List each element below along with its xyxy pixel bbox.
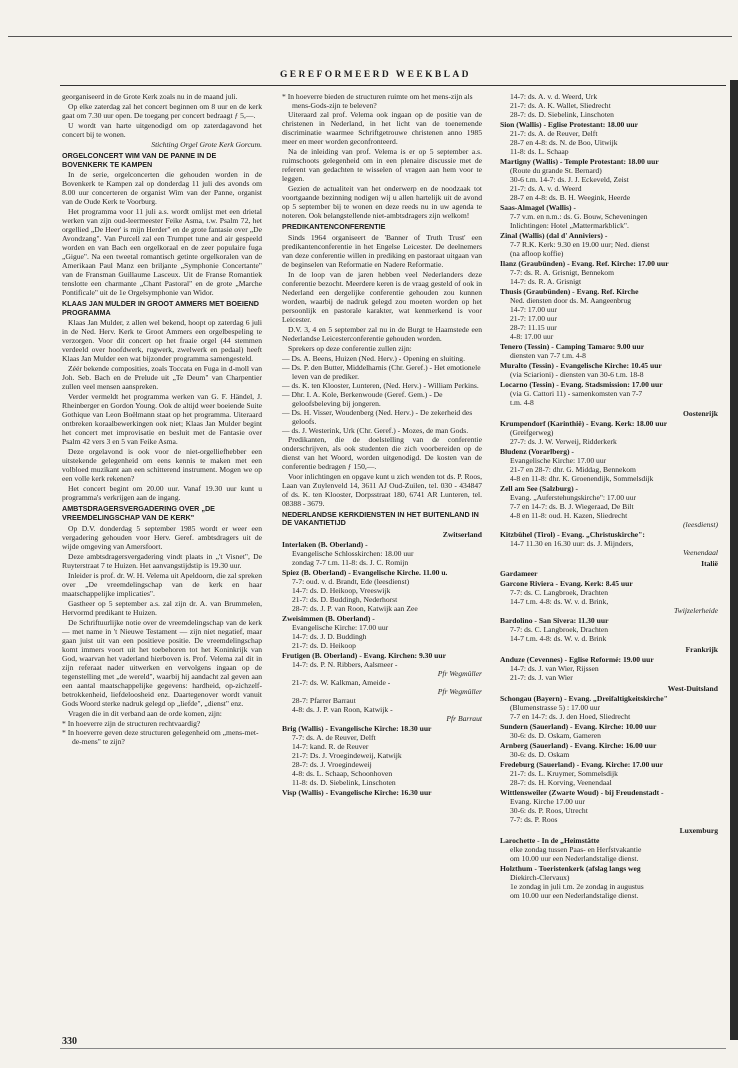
service-line: 14-7: ds. P. N. Ribbers, Aalsmeer - [292,659,398,669]
service-line: 28-7 en 4-8: ds. B. H. Weegink, Heerde [510,193,631,202]
place-entry: Muralto (Tessin) - Evangelische Kirche: 10.45 uur [500,361,662,370]
paragraph: Verder vermeldt het programma werken van G. F. Händel, J. Rheinberger en Gordon Young. Ook de altijd weer boeiende Suite Gothique van Leon Boëlmann staat op het programma. Uiteraard ontbreken koraalbewerkingen ook niet; Klaas Jan Mulder begint het concert met improvisatie en besluit met de Fantasie over Psalm 42 vers 3 en 5 van Feike Asma. [62,392,262,447]
service-line: Evang. „Auferstehungskirche": 17.00 uur [510,493,637,502]
service-line: 14-7: ds. A. v. d. Weerd, Urk [510,92,598,101]
place-entry: Brig (Wallis) - Evangelische Kirche: 18.30 uur [282,723,432,733]
service-line: 21-7: ds. W. Kalkman, Ameide - [292,677,391,687]
bottom-rule [60,1048,726,1049]
paragraph: Inleider is prof. dr. W. H. Velema uit Apeldoorn, die zal spreken over „De vreemdelingschap van de kerk en haar maatschappelijke implicaties". [62,570,262,598]
service-line: 7-7: ds. R. A. Grisnigt, Bennekom [510,268,614,277]
paragraph: georganiseerd in de Grote Kerk zoals nu in de maand juli. [62,92,238,101]
section-heading: KLAAS JAN MULDER IN GROOT AMMERS MET BOEIEND PROGRAMMA [62,299,259,317]
page-number: 330 [62,1036,77,1047]
country-heading: West-Duitsland [667,684,718,693]
service-line: Ned. diensten door ds. M. Aangeenbrug [510,296,632,305]
service-line: 14-7 11.30 en 16.30 uur: ds. J. Mijnders, [510,539,634,548]
service-line: 21-7 en 28-7: dhr. G. Middag, Bennekom [510,465,636,474]
place-entry: Bludenz (Vorarlberg) - [500,447,574,456]
paragraph: Zéér bekende composities, zoals Toccata en Fuga in d-moll van Joh. Seb. Bach en de Prelude uit „Te Deum" van Charpentier zullen veel mensen aanspreken. [62,364,262,392]
service-line: 11-8: ds. L. Schaap [510,147,569,156]
signature-line: Pfr Barraut [446,713,482,723]
signature-line: Pfr Wegmüller [437,686,482,696]
service-line: 4-8 en 11-8: dhr. K. Groenendijk, Sommelsdijk [510,474,654,483]
service-line: 30-6: ds. D. Oskam, Gameren [510,731,601,740]
place-entry: Sundern (Sauerland) - Evang. Kirche: 10.00 uur [500,722,657,731]
service-line: 14-7 t.m. 4-8: ds. W. v. d. Brink [510,634,607,643]
signature-line: (leesdienst) [682,520,718,529]
service-line: 14-7 t.m. 4-8: ds. W. v. d. Brink, [510,597,609,606]
service-line: 21-7: ds. D. Buddingh, Nederhorst [292,594,398,604]
place-entry: Zweisimmen (B. Oberland) - [282,613,375,623]
service-line: zondag 7-7 t.m. 11-8: ds. J. C. Romijn [292,557,409,567]
service-line: 21-7: ds. J. van Wier [510,673,573,682]
service-line: 11-8: ds. D. Siebelink, Linschoten [292,777,396,787]
paragraph: Sinds 1964 organiseert de 'Banner of Truth Trust' een predikantenconferentie in het Engelse Leicester. De deelnemers van deze conferentie willen in prediking en pastoraat uitgaan van de beginselen van Reformatie en Nadere Reformatie. [282,232,482,269]
service-line: 21-7: ds. L. Kruymer, Sommelsdijk [510,769,618,778]
paragraph: U wordt van harte uitgenodigd om op zaterdagavond het concert bij te wonen. [62,121,262,139]
paragraph: In de serie, orgelconcerten die gehouden worden in de Bovenkerk te Kampen zal op donderdag 11 juli des avonds om 8.00 uur concerteren de organist Wim van der Panne, organist van de Oude Kerk te Voorburg. [62,170,262,207]
place-entry: Fredeburg (Sauerland) - Evang. Kirche: 17.00 uur [500,760,663,769]
list-item: * In hoeverre geven deze structuren gelegenheid om „mens-met-de-mens" te zijn? [62,727,259,746]
service-line: 4-8: 17.00 uur [510,332,554,341]
service-line: 7-7: ds. C. Langbroek, Drachten [510,625,609,634]
service-line: 7-7 v.m. en n.m.: ds. G. Bouw, Scheveningen [510,212,648,221]
service-line: 4-8: ds. J. P. van Roon, Katwijk - [292,704,393,714]
paragraph: Sprekers op deze conferentie zullen zijn: [288,343,412,353]
service-line: Inlichtingen: Hotel „Mattermarkblick". [510,221,629,230]
service-line: 30-6 t.m. 14-7: ds. J. J. Eckeveld, Zeist [510,175,629,184]
place-entry: Larochette - In de „Heimstätte [500,836,600,845]
country-heading: Frankrijk [685,645,718,654]
signature-line: Veenendaal [682,548,718,557]
place-entry: Spiez (B. Oberland) - Evangelische Kirche. 11.00 u. [282,567,448,577]
list-item: * In hoeverre zijn de structuren rechtvaardig? [62,718,201,728]
paragraph: Deze ambtsdragersvergadering vindt plaats in „'t Visnet", De Ruyterstraat 7 te Huizen. Het aanvangstijdstip is 19.30 uur. [62,551,262,570]
place-entry: Frutigen (B. Oberland) - Evang. Kirchen: 9.30 uur [282,650,446,660]
service-line: 28-7: ds. J. P. van Roon, Katwijk aan Zee [292,603,418,613]
service-line: 21-7: Ds. J. Vroegindeweij, Katwijk [292,750,402,760]
service-line: Diekirch-Clervaux) [510,873,570,882]
service-line: (Greifgerweg) [510,428,554,437]
service-line: 4-8 en 11-8: oud. H. Kazen, Sliedrecht [510,511,628,520]
place-entry: Zinal (Wallis) (dal d' Anniviers) - [500,231,608,240]
list-item: — Ds. H. Visser, Woudenberg (Ned. Herv.) - De zekerheid des geloofs. [282,407,473,426]
place-entry: Schongau (Bayern) - Evang. „Dreifaltigkeitskirche" [500,694,668,703]
paragraph: Predikanten, die de doelstelling van de conferentie onderschrijven, als ook studenten die zich voorbereiden op de dienst van het Woord, worden uitgenodigd. De kosten van de conferentie bedragen ƒ 150,—. [282,434,482,471]
paragraph: Het concert begint om 20.00 uur. Vanaf 19.30 uur kunt u programma's verkrijgen aan de ingang. [62,484,262,503]
service-line: (na afloop koffie) [510,249,564,258]
service-line: 28-7: ds. J. Vroegindeweij [292,759,372,769]
service-line: Evangelische Schlosskirchen: 18.00 uur [292,548,414,558]
service-line: 14-7: kand. R. de Reuver [292,741,369,751]
service-line: 14-7: ds. R. A. Grisnigt [510,277,582,286]
place-entry: Saas-Almagel (Wallis) - [500,203,576,212]
place-entry: Kitzbühel (Tirol) - Evang. „Christuskirche": [500,530,645,539]
paragraph: Het programma voor 11 juli a.s. wordt omlijst met een drietal werken van zijn oud-leermeester Feike Asma, t.w. Psalm 72, het orgellied „De Heer' is mijn Herder" en de grote fantasie over „De Avondzang". Van Purcell zal een Trumpet tune and air gespeeld worden en van Bach een orgelkoraal en de zeer populaire fuga „Gigue". Na een tweetal romantisch getinte orgelkoralen van de Amerikaan Paul Manz een briljante „Symphonie Concertante" van de Fransman Guillaume Lasceux. Uit de Franse Romantiek tenslotte een charmante „Chant Pastoral" en de grote „Marche Pontificale" uit de 1e Orgelsymphonie van Widor. [62,207,262,298]
service-line: (Route du grande St. Bernard) [510,166,602,175]
service-line: om 10.00 uur een Nederlandstalige dienst. [510,854,639,863]
paragraph: Gastheer op 5 september a.s. zal zijn dr. A. van Brummelen, Hervormd predikant te Huizen. [62,598,262,617]
place-entry: Anduze (Cevennes) - Eglise Reformé: 19.00 uur [500,655,654,664]
service-line: 1e zondag in juli t.m. 2e zondag in augustus [510,882,644,891]
place-entry: Visp (Wallis) - Evangelische Kirche: 16.30 uur [282,787,432,797]
service-line: Evang. Kirche 17.00 uur [510,797,585,806]
scan-edge-shadow [730,80,738,1040]
paragraph: D.V. 3, 4 en 5 september zal nu in de Burgt te Haamstede een Nederlandse Leicesterconferentie gehouden worden. [282,324,482,343]
place-entry: Wittlensweiler (Zwarte Woud) - bij Freudenstadt - [500,788,664,797]
service-line: 7-7: ds. P. Roos [510,815,558,824]
section-heading: PREDIKANTENCONFERENTIE [282,222,386,231]
service-line: 4-8: ds. L. Schaap, Schoonhoven [292,768,393,778]
service-line: 21-7: 17.00 uur [510,314,558,323]
place-entry: Martigny (Wallis) - Temple Protestant: 18.00 uur [500,157,659,166]
service-line: 14-7: ds. J. D. Buddingh [292,631,367,641]
service-line: 7-7 R.K. Kerk: 9.30 en 19.00 uur; Ned. dienst [510,240,650,249]
country-heading: Italië [701,559,718,568]
service-line: t.m. 4-8 [510,398,534,407]
header-rule [60,85,726,86]
paragraph: Uiteraard zal prof. Velema ook ingaan op de positie van de christenen in Nederland, in het licht van de toenemende discriminatie waarmee Schriftgetrouwe christenen anno 1985 meer en meer worden geconfronteerd. [282,110,482,146]
service-line: 30-6: ds. P. Roos, Utrecht [510,806,588,815]
service-line: 7-7 en 14-7: ds. J. den Hoed, Sliedrecht [510,712,631,721]
place-entry: Ilanz (Graubünden) - Evang. Ref. Kirche: 17.00 uur [500,259,669,268]
section-heading: NEDERLANDSE KERKDIENSTEN IN HET BUITENLAND IN DE VAKANTIETIJD [282,509,479,528]
place-entry: Tenero (Tessin) - Camping Tamaro: 9.00 uur [500,342,645,351]
service-line: 7-7: ds. C. Langbroek, Drachten [510,588,609,597]
list-item: — ds. K. ten Klooster, Lunteren, (Ned. Herv.) - William Perkins. [282,380,479,390]
service-line: 7-7: ds. A. de Reuver, Delft [292,732,376,742]
paragraph: Gezien de actualiteit van het onderwerp en de noodzaak tot voortgaande bezinning nodigen wij u allen hartelijk uit de avond op 5 september bij te wonen en deze reeds nu in uw agenda te noteren. Ook belangstellende niet-ambtsdragers zijn welkom! [282,184,482,220]
signature-line: Stichting Orgel Grote Kerk Gorcum. [151,140,262,149]
paragraph: Vragen die in dit verband aan de orde komen, zijn: [68,708,222,718]
service-line: 28-7 en 4-8: ds. N. de Boo, Uitwijk [510,138,618,147]
paragraph: Voor inlichtingen en opgave kunt u zich wenden tot ds. P. Roos, Laan van Zuylenveld 14, 3611 AJ Oud-Zuilen, tel. 030 - 434847 of ds. K. ten Klooster, Dorpsstraat 180, 6741 AR Lunteren, tel. 08388 - 3679. [282,471,482,508]
signature-line: Pfr Wegmüller [437,668,482,678]
country-heading: Oostenrijk [682,409,718,418]
place-entry: Garcone Riviera - Evang. Kerk: 8.45 uur [500,579,633,588]
list-item: — Dhr. I. A. Kole, Berkenwoude (Geref. Gem.) - De geloofsbeleving bij jongeren. [282,389,443,408]
service-line: 21-7: ds. D. Heikoop [292,640,356,650]
service-line: 14-7: 17.00 uur [510,305,558,314]
place-entry: Interlaken (B. Oberland) - [282,539,368,549]
country-heading: Luxemburg [679,826,718,835]
service-line: 28-7: ds. H. Korving, Veenendaal [510,778,612,787]
service-line: 28-7: 11.15 uur [510,323,557,332]
place-entry: Zell am See (Salzburg) - [500,484,579,493]
service-line: (via Sciarioni) - diensten van 30-6 t.m. 18-8 [510,370,644,379]
service-line: 27-7: ds. J. W. Verweij, Ridderkerk [510,437,617,446]
place-entry: Sion (Wallis) - Eglise Protestant: 18.00 uur [500,120,639,129]
column-1 [62,92,262,746]
service-line: 21-7: ds. A. K. Wallet, Sliedrecht [510,101,611,110]
top-rule [8,36,732,37]
paragraph: Op D.V. donderdag 5 september 1985 wordt er weer een vergadering gehouden voor Herv. Geref. ambtsdragers uit de wijde omgeving van Amersfoort. [62,523,262,551]
place-entry: Holzthum - Toeristenkerk (afslag langs weg [500,864,641,873]
service-line: om 10.00 uur een Nederlandstalige dienst. [510,891,639,900]
column-2 [282,92,482,797]
place-entry: Thusis (Graubünden) - Evang. Ref. Kirche [500,287,639,296]
paragraph: De Schriftuurlijke notie over de vreemdelingschap van de kerk — met name in 't Nieuwe Testament — zijn niet negatief, maar gaan juist uit van een positieve positie. De vreemdelingschap komt immers voort uit het toebehoren tot het Koninkrijk van God, waarvan het vaderland hierboven is. Prof. Velema zal dit in zijn referaat nader uitwerken en vervolgens ingaan op de tegenstelling met „de wereld", waarbij hij aandacht zal geven aan een aantal maatschappelijke gegevens: hardheid, op-zichzelf-betrokkenheid, liefdeloosheid enz. Daartegenover wordt vanuit Gods Woord sterke nadruk gelegd op „liefde", „dienst" enz. [62,617,262,708]
service-line: 30-6: ds. D. Oskam [510,750,570,759]
service-line: 28-7: Pfarrer Barraut [292,695,356,705]
service-line: 14-7: ds. D. Heikoop, Vreeswijk [292,585,391,595]
service-line: 21-7: ds. A. v. d. Weerd [510,184,582,193]
list-item: * In hoeverre bieden de structuren ruimte om het mens-zijn als mens-Gods-zijn te beleven? [282,92,473,110]
service-line: 28-7: ds. D. Siebelink, Linschoten [510,110,614,119]
place-entry: Bardolino - San Sivera: 11.30 uur [500,616,609,625]
service-line: Evangelische Kirche: 17.00 uur [292,622,389,632]
service-line: elke zondag tussen Paas- en Herfstvakantie [510,845,642,854]
place-entry: Gardameer [500,569,538,578]
list-item: — ds. J. Westerink, Urk (Chr. Geref.) - Mozes, de man Gods. [282,425,469,435]
service-line: (via G. Cattori 11) - samenkomsten van 7-7 [510,389,643,398]
signature-line: Twijzelerheide [673,606,718,615]
section-heading: AMBTSDRAGERSVERGADERING OVER „DE VREEMDELINGSCHAP VAN DE KERK" [62,504,215,522]
place-entry: Locarno (Tessin) - Evang. Stadsmission: 17.00 uur [500,380,663,389]
service-line: 7-7 en 14-7: ds. B. J. Wiegeraad, De Bilt [510,502,634,511]
service-line: Evangelische Kirche: 17.00 uur [510,456,607,465]
paragraph: Deze orgelavond is ook voor de niet-orgelliefhebber een uitstekende gelegenheid om eens kennis te maken met een volbloed muzikant aan een schitterend instrument. Mogen we op een volle kerk rekenen? [62,447,262,484]
masthead: GEREFORMEERD WEEKBLAD [280,70,471,80]
place-entry: Arnberg (Sauerland) - Evang. Kirche: 16.00 uur [500,741,657,750]
list-item: — Ds. A. Beens, Huizen (Ned. Herv.) - Opening en sluiting. [282,353,465,363]
paragraph: Klaas Jan Mulder, z allen wel bekend, hoopt op zaterdag 6 juli in de Ned. Herv. Kerk te Groot Ammers een orgelbespeling te verzorgen. Voor dit concert op het fraaie orgel (44 stemmen verdeeld over hoofdwerk, rugwerk, zwelwerk en pedaal) heeft Klaas Jan Mulder een wat bijzonder programma samengesteld. [62,318,262,364]
list-item: — Ds. P. den Butter, Middelharnis (Chr. Geref.) - Het emotionele leven van de prediker. [282,362,481,381]
service-line: 7-7: oud. v. d. Brandt, Ede (leesdienst) [292,576,410,586]
place-entry: Krumpendorf (Karinthië) - Evang. Kerk: 18.00 uur [500,419,668,428]
column-3 [500,92,718,900]
paragraph: Op elke zaterdag zal het concert beginnen om 8 uur en de kerk gaat om 7.30 uur open. De toegang per concert bedraagt ƒ 5,—. [62,102,262,120]
service-line: (Blumenstrasse 5) : 17.00 uur [510,703,601,712]
service-line: diensten van 7-7 t.m. 4-8 [510,351,586,360]
section-heading: ORGELCONCERT WIM VAN DE PANNE IN DE BOVENKERK TE KAMPEN [62,151,217,169]
service-line: 14-7: ds. J. van Wier, Rijssen [510,664,599,673]
service-line: 21-7: ds. A. de Reuver, Delft [510,129,598,138]
country-heading: Zwitserland [442,529,482,539]
paragraph: In de loop van de jaren hebben veel Nederlanders deze conferentie bezocht. Meerdere keren is de vraag gesteld of ook in Nederland een dergelijke conferentie gehouden zou kunnen worden, waarbij de nadruk gelegd zou moeten worden op het persoonlijk en pastorale karakter, wat kenmerkend is voor Leicester. [282,269,482,324]
paragraph: Na de inleiding van prof. Velema is er op 5 september a.s. ruimschoots gelegenheid om in een plenaire discussie met de referent van gedachten te wisselen of vragen aan hem voor te leggen. [282,147,482,183]
